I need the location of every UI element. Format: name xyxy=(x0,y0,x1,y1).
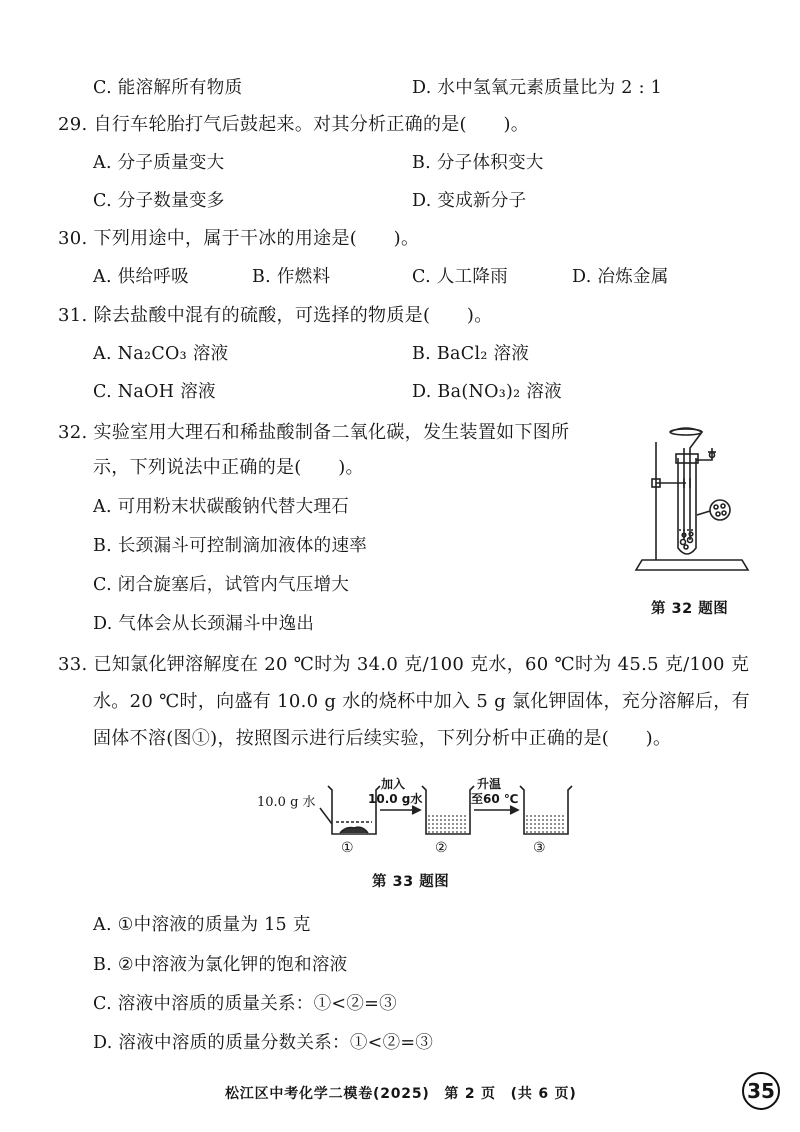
q29-option-c: C. 分子数量变多 xyxy=(93,191,225,211)
q33-stem-line1: 33. 已知氯化钾溶解度在 20 ℃时为 34.0 克/100 克水，60 ℃时为 45.5 克/100 克 xyxy=(58,654,750,675)
q29-option-d: D. 变成新分子 xyxy=(412,191,527,211)
q30-option-c: C. 人工降雨 xyxy=(412,267,508,287)
q30-option-b: B. 作燃料 xyxy=(252,267,331,287)
q33-stem-line3: 固体不溶(图①)，按照图示进行后续实验，下列分析中正确的是( )。 xyxy=(93,728,672,749)
q32-option-a: A. 可用粉末状碳酸钠代替大理石 xyxy=(93,497,350,517)
q32-option-b: B. 长颈漏斗可控制滴加液体的速率 xyxy=(93,536,368,556)
beaker-label-2: ② xyxy=(435,840,448,856)
step2-label-line2: 至60 ℃ xyxy=(471,792,519,806)
q30-option-d: D. 冶炼金属 xyxy=(572,267,669,287)
q31-option-d: D. Ba(NO₃)₂ 溶液 xyxy=(412,382,562,402)
q33-option-a: A. ①中溶液的质量为 15 克 xyxy=(93,915,311,935)
q32-option-c: C. 闭合旋塞后，试管内气压增大 xyxy=(93,575,350,595)
q33-figure-caption: 第 33 题图 xyxy=(372,874,450,890)
page-footer: 松江区中考化学二模卷(2025) 第 2 页 (共 6 页) xyxy=(225,1086,577,1102)
water-label: 10.0 g 水 xyxy=(257,795,316,810)
q32-stem-line1: 32. 实验室用大理石和稀盐酸制备二氧化碳，发生装置如下图所 xyxy=(58,422,570,443)
q32-option-d: D. 气体会从长颈漏斗中逸出 xyxy=(93,614,315,634)
q31-stem: 31. 除去盐酸中混有的硫酸，可选择的物质是( )。 xyxy=(58,305,493,326)
page-number-badge: 35 xyxy=(742,1072,780,1110)
q30-stem: 30. 下列用途中，属于干冰的用途是( )。 xyxy=(58,228,420,249)
beaker-label-3: ③ xyxy=(533,840,546,856)
q31-option-a: A. Na₂CO₃ 溶液 xyxy=(93,344,229,364)
q29-stem: 29. 自行车轮胎打气后鼓起来。对其分析正确的是( )。 xyxy=(58,114,530,135)
q33-stem-line2: 水。20 ℃时，向盛有 10.0 g 水的烧杯中加入 5 g 氯化钾固体，充分溶解后，有 xyxy=(93,691,750,712)
q33-option-d: D. 溶液中溶质的质量分数关系：①<②=③ xyxy=(93,1033,434,1053)
q30-option-a: A. 供给呼吸 xyxy=(93,267,189,287)
q32-apparatus-figure xyxy=(628,420,758,580)
q31-option-b: B. BaCl₂ 溶液 xyxy=(412,344,530,364)
q33-option-c: C. 溶液中溶质的质量关系：①<②=③ xyxy=(93,994,397,1014)
q29-option-b: B. 分子体积变大 xyxy=(412,153,544,173)
q29-option-a: A. 分子质量变大 xyxy=(93,153,225,173)
step1-label-line1: 加入 xyxy=(381,777,406,791)
q33-option-b: B. ②中溶液为氯化钾的饱和溶液 xyxy=(93,955,348,975)
q33-beaker-figure xyxy=(320,782,580,842)
step2-label-line1: 升温 xyxy=(477,777,502,791)
q32-stem-line2: 示，下列说法中正确的是( )。 xyxy=(93,457,364,478)
step1-label-line2: 10.0 g水 xyxy=(368,792,423,806)
q32-figure-caption: 第 32 题图 xyxy=(651,601,729,617)
q28-option-d: D. 水中氢氧元素质量比为 2 : 1 xyxy=(412,78,663,98)
q31-option-c: C. NaOH 溶液 xyxy=(93,382,216,402)
beaker-label-1: ① xyxy=(341,840,354,856)
q28-option-c: C. 能溶解所有物质 xyxy=(93,78,243,98)
